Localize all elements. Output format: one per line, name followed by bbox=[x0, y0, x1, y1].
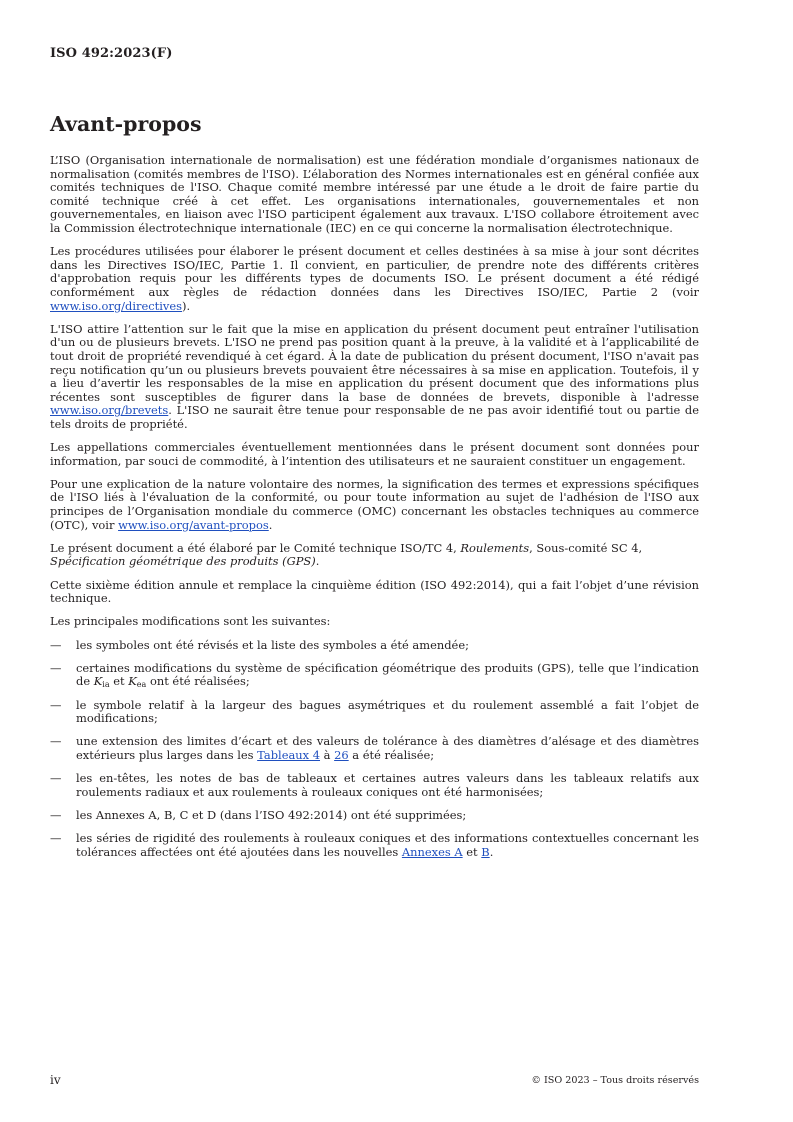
tables-4-link[interactable]: Tableaux 4 bbox=[257, 747, 321, 762]
dash-bullet: — bbox=[50, 697, 62, 712]
paragraph-committee: Le présent document a été élaboré par le Comité technique ISO/TC 4, Roulements, Sous-comité SC 4, Spécification géométrique des produits (GPS). bbox=[50, 540, 643, 569]
paragraph-voluntary-nature: Pour une explication de la nature volontaire des normes, la signification des termes et expressions spécifiques de l'ISO liés à l'évaluation de la conformité, ou pour toute information au sujet de l'adhésion de l'ISO aux principes de l’Organisation mondiale du commerce (OMC) concernant les obstacles techniques au commerce (OTC), voir www.iso.org/avant-propos. bbox=[50, 476, 699, 532]
paragraph-iso-organisation: L’ISO (Organisation internationale de normalisation) est une fédération mondiale d’organismes nationaux de normalisation (comités membres de l'ISO). L’élaboration des Normes internationales est en général confiée aux comités techniques de l'ISO. Chaque comité membre intéressé par une étude a le droit de faire partie du comité technique créé à cet effet. Les organisations internationales, gouvernementales et non gouvernementales, en liaison avec l'ISO participent également aux travaux. L'ISO collabore étroitement avec la Commission électrotechnique internationale (IEC) en ce qui concerne la normalisation électrotechnique. bbox=[50, 153, 699, 235]
dash-bullet: — bbox=[50, 831, 62, 846]
copyright-notice: © ISO 2023 – Tous droits réservés bbox=[531, 1075, 699, 1086]
list-item: — les en-têtes, les notes de bas de tableaux et certaines autres valeurs dans les tableaux relatifs aux roulements radiaux et aux roulements à rouleaux coniques ont été harmonisées; bbox=[50, 771, 699, 799]
directives-link[interactable]: www.iso.org/directives bbox=[50, 298, 182, 313]
dash-bullet: — bbox=[50, 660, 62, 675]
foreword-body bbox=[50, 154, 699, 869]
list-item: — une extension des limites d’écart et des valeurs de tolérance à des diamètres d’alésage et des diamètres extérieurs plus larges dans les Tableaux 4 à 26 a été réalisée; bbox=[50, 734, 699, 762]
list-item: — les séries de rigidité des roulements à rouleaux coniques et des informations contextuelles concernant les tolérances affectées ont été ajoutées dans les nouvelles Annexes A et B. bbox=[50, 831, 699, 859]
patents-link[interactable]: www.iso.org/brevets bbox=[50, 403, 169, 418]
dash-bullet: — bbox=[50, 637, 62, 652]
foreword-link[interactable]: www.iso.org/avant-propos bbox=[118, 517, 269, 532]
document-header: ISO 492:2023(F) bbox=[50, 46, 173, 61]
list-item: — les Annexes A, B, C et D (dans l’ISO 492:2014) ont été supprimées; bbox=[50, 807, 467, 822]
annex-b-link[interactable]: B bbox=[481, 844, 490, 859]
page-number: iv bbox=[50, 1073, 61, 1087]
paragraph-patents: L'ISO attire l’attention sur le fait que la mise en application du présent document peut entraîner l'utilisation d'un ou de plusieurs brevets. L'ISO ne prend pas position quant à la preuve, à la validité et à l’applicabilité de tout droit de propriété revendiqué à cet égard. À la date de publication du présent document, l'ISO n'avait pas reçu notification qu’un ou plusieurs brevets pouvaient être nécessaires à sa mise en application. Toutefois, il y a lieu d’avertir les responsables de la mise en application du présent document que des informations plus récentes sont susceptibles de figurer dans la base de données de brevets, disponible à l'adresse www.iso.org/brevets. L'ISO ne saurait être tenue pour responsable de ne pas avoir identifié tout ou partie de tels droits de propriété. bbox=[50, 321, 699, 431]
annex-a-link[interactable]: Annexes A bbox=[401, 844, 463, 859]
list-item: — les symboles ont été révisés et la liste des symboles a été amendée; bbox=[50, 637, 469, 652]
table-26-link[interactable]: 26 bbox=[334, 747, 349, 762]
page-title: Avant-propos bbox=[50, 112, 202, 136]
paragraph-main-changes: Les principales modifications sont les suivantes: bbox=[50, 614, 331, 629]
paragraph-edition: Cette sixième édition annule et remplace la cinquième édition (ISO 492:2014), qui a fait l’objet d’une révision technique. bbox=[50, 577, 699, 606]
paragraph-trade-names: Les appellations commerciales éventuellement mentionnées dans le présent document sont données pour information, par souci de commodité, à l’intention des utilisateurs et ne sauraient constituer un engagement. bbox=[50, 440, 699, 468]
list-item: — le symbole relatif à la largeur des bagues asymétriques et du roulement assemblé a fait l’objet de modifications; bbox=[50, 697, 699, 726]
changes-list bbox=[50, 639, 699, 860]
list-item: — certaines modifications du système de spécification géométrique des produits (GPS), telle que l’indication de $K_{ia}$ et $K_{ea}$ ont été réalisées; bbox=[50, 660, 699, 690]
dash-bullet: — bbox=[50, 771, 62, 786]
paragraph-procedures: Les procédures utilisées pour élaborer le présent document et celles destinées à sa mise à jour sont décrites dans les Directives ISO/IEC, Partie 1. Il convient, en particulier, de prendre note des différents critères d'approbation requis pour les différents types de documents ISO. Le présent document a été rédigé conformément aux règles de rédaction données dans les Directives ISO/IEC, Partie 2 (voir www.iso.org/directives). bbox=[50, 244, 699, 313]
dash-bullet: — bbox=[50, 807, 62, 822]
dash-bullet: — bbox=[50, 734, 62, 749]
